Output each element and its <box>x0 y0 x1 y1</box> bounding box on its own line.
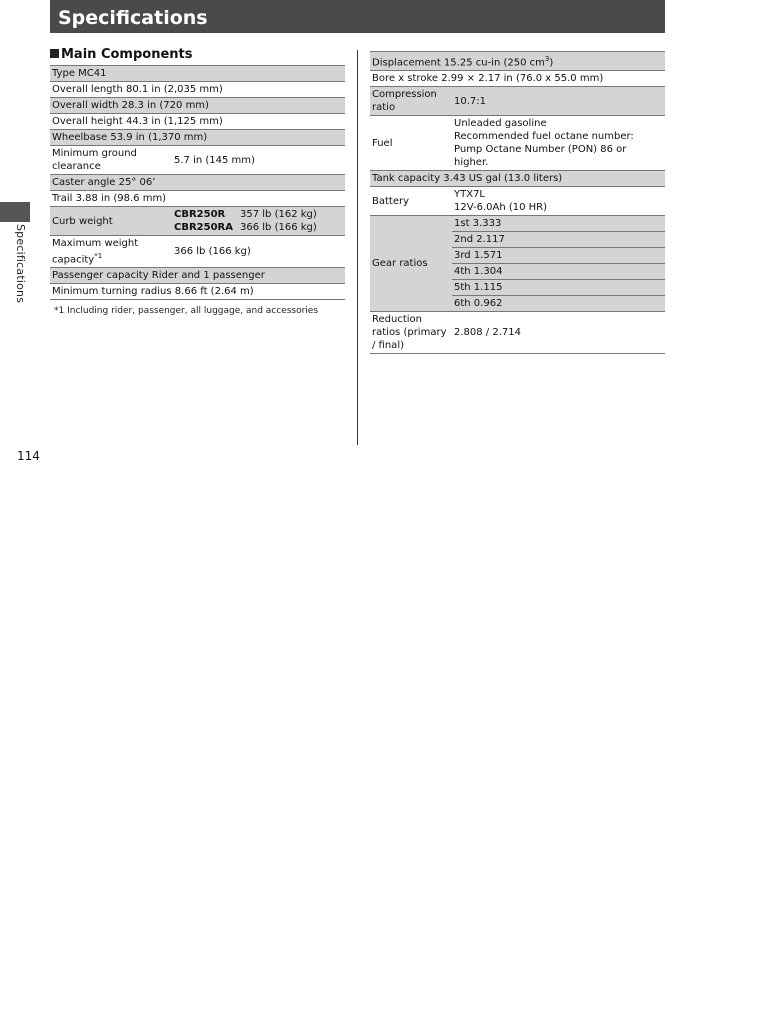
table-row <box>50 191 345 207</box>
model-name: CBR250R <box>174 209 226 220</box>
gear-ratio: 2nd 2.117 <box>452 232 665 248</box>
footnote-marker: *1 <box>94 252 103 260</box>
page-number: 114 <box>17 449 40 463</box>
spec-fuel-value <box>452 116 665 171</box>
spec-ground-clearance-label: Minimum ground clearance <box>50 146 172 175</box>
table-row <box>50 146 345 175</box>
gear-ratio: 5th 1.115 <box>452 280 665 296</box>
table-row <box>50 268 345 284</box>
spec-curb-weight-label: Curb weight <box>50 207 172 236</box>
spec-trail: Trail 3.88 in (98.6 mm) <box>50 191 345 207</box>
table-row <box>370 312 665 354</box>
spec-reduction-label: Reduction ratios (primary / final) <box>370 312 452 354</box>
gear-ratio: 3rd 1.571 <box>452 248 665 264</box>
spec-type: Type MC41 <box>50 66 345 82</box>
spec-caster-angle: Caster angle 25° 06’ <box>50 175 345 191</box>
table-row <box>370 187 665 216</box>
table-row <box>50 130 345 146</box>
section-tab-marker <box>0 202 30 222</box>
spec-compression-label: Compression ratio <box>370 87 452 116</box>
gear-ratio: 1st 3.333 <box>452 216 665 232</box>
page-title: Specifications <box>50 0 665 33</box>
engine-specs-section <box>370 51 665 354</box>
table-row <box>50 114 345 130</box>
fuel-line: Unleaded gasoline <box>454 118 547 130</box>
spec-max-weight-value: 366 lb (166 kg) <box>172 236 345 268</box>
spec-curb-weight-value <box>172 207 345 236</box>
table-row <box>50 82 345 98</box>
table-row <box>50 175 345 191</box>
spec-passenger-capacity: Passenger capacity Rider and 1 passenger <box>50 268 345 284</box>
engine-specs-table <box>370 51 665 354</box>
footnote: *1 Including rider, passenger, all luggage, and accessories <box>54 306 319 317</box>
spec-ground-clearance-value: 5.7 in (145 mm) <box>172 146 345 175</box>
spec-wheelbase: Wheelbase 53.9 in (1,370 mm) <box>50 130 345 146</box>
table-row <box>370 116 665 171</box>
displacement-text-end: ) <box>549 57 554 69</box>
table-row <box>370 171 665 187</box>
table-row <box>370 52 665 71</box>
section-heading-text: Main Components <box>61 47 193 62</box>
table-row <box>370 216 665 232</box>
table-row <box>50 284 345 300</box>
main-components-table <box>50 65 345 300</box>
battery-line: 12V-6.0Ah (10 HR) <box>454 202 548 214</box>
displacement-text: Displacement 15.25 cu-in (250 cm <box>372 57 545 69</box>
square-bullet-icon <box>50 49 59 58</box>
spec-compression-value: 10.7:1 <box>452 87 665 116</box>
gear-ratio: 4th 1.304 <box>452 264 665 280</box>
superscript: 3 <box>544 55 550 63</box>
main-components-section <box>50 47 345 316</box>
spec-battery-value <box>452 187 665 216</box>
column-divider <box>357 50 358 445</box>
spec-displacement <box>370 52 665 71</box>
weight-value: 366 lb (166 kg) <box>240 222 317 233</box>
spec-tank-capacity: Tank capacity 3.43 US gal (13.0 liters) <box>370 171 665 187</box>
model-name: CBR250RA <box>174 222 233 233</box>
spec-turning-radius: Minimum turning radius 8.66 ft (2.64 m) <box>50 284 345 300</box>
table-row <box>370 87 665 116</box>
table-row <box>50 207 345 236</box>
section-tab-label: Specifications <box>14 224 27 304</box>
spec-overall-height: Overall height 44.3 in (1,125 mm) <box>50 114 345 130</box>
gear-ratio: 6th 0.962 <box>452 296 665 312</box>
weight-value: 357 lb (162 kg) <box>240 209 317 220</box>
section-heading <box>50 47 345 65</box>
spec-bore-stroke: Bore x stroke 2.99 × 2.17 in (76.0 x 55.0 mm) <box>370 71 665 87</box>
spec-max-weight-label <box>50 236 172 268</box>
label-text: Maximum weight capacity <box>52 238 139 266</box>
spec-battery-label: Battery <box>370 187 452 216</box>
spec-fuel-label: Fuel <box>370 116 452 171</box>
battery-line: YTX7L <box>454 189 486 201</box>
table-row <box>50 66 345 82</box>
table-row <box>370 71 665 87</box>
spec-overall-length: Overall length 80.1 in (2,035 mm) <box>50 82 345 98</box>
fuel-line: Recommended fuel octane number: <box>454 131 634 143</box>
fuel-line: Pump Octane Number (PON) 86 or higher. <box>454 144 627 169</box>
spec-gear-ratios-label: Gear ratios <box>370 216 452 312</box>
table-row <box>50 98 345 114</box>
spec-overall-width: Overall width 28.3 in (720 mm) <box>50 98 345 114</box>
spec-reduction-value: 2.808 / 2.714 <box>452 312 665 354</box>
table-row <box>50 236 345 268</box>
